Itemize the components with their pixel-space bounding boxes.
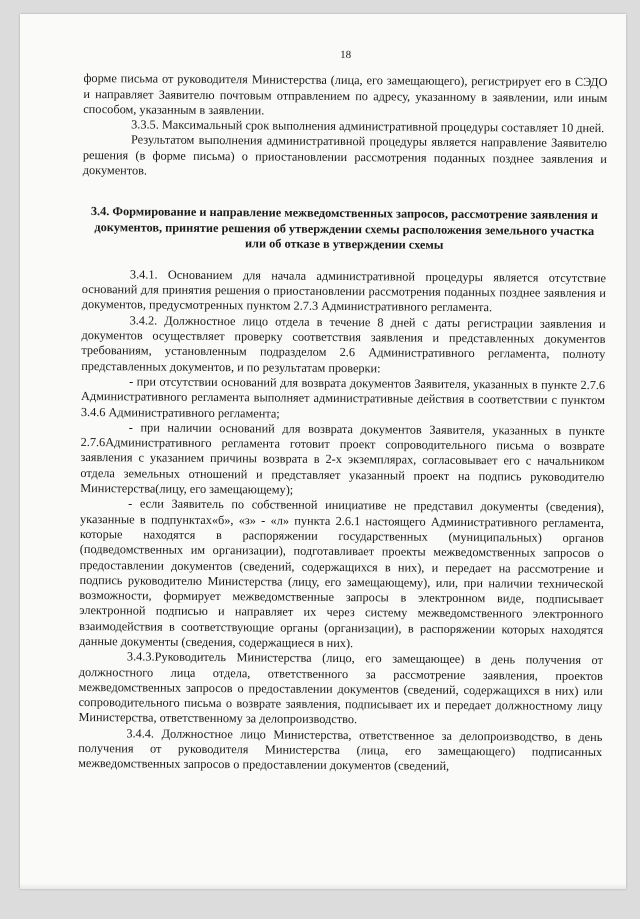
list-item-no-grounds: - при отсутствии оснований для возврата документов Заявителя, указанных в пункте 2.7.6 Административного регламента выполняет административные действия в соответствии с пунктом 3.4.6 Административного регламента; (80, 374, 606, 421)
paragraph-3-4-4: 3.4.4. Должностное лицо Министерства, ответственное за делопроизводство, в день получения от руководителя Министерства (лица, его замещающего) подписанных межведомственных запросов о предоставлении документов (сведений, (78, 726, 603, 774)
list-item-grounds: - при наличии оснований для возврата документов Заявителя, указанных в пункте 2.7.6Административного регламента готовит проект сопроводительного письма о возврате заявления с указанием причины возврата в 2-х экземплярах, согласовывает его с начальником отдела земельных отношений и представляет указанный проект на подпись руководителю Министерства(лицу, его замещающему); (80, 420, 605, 497)
paragraph-3-3-5: 3.3.5. Максимальный срок выполнения административной процедуры составляет 10 дней. (131, 117, 605, 136)
page-bottom-edge (20, 883, 626, 889)
list-item-own-initiative: - если Заявитель по собственной инициативе не представил документы (сведения), указанные в подпунктах«б», «з» - «л» пункта 2.6.1 настоящего Административного регламента, которые находятся в распоряжении государственных (муниципальных) органов (подведомственных им организации), подготавливает проекты межведомственных запросов о предоставлении документов (сведений, содержащихся в них), и передает на рассмотрение и подпись руководителю Министерства (лицу, его замещающему), или, при наличии технической возможности, формирует межведомственные запросы в электронном виде, подписывает электронной подписью и направляет их через систему межведомственного электронного взаимодействия в соответствующие органы (организации), в распоряжении которых находятся данные документы (сведения, содержащиеся в них). (79, 496, 605, 651)
paragraph-result: Результатом выполнения административной процедуры является направление Заявителю решения (в форме письма) о приостановлении рассмотрения поданных позднее заявления и документов. (82, 132, 608, 178)
section-heading: 3.4. Формирование и направление межведомственных запросов, рассмотрение заявления и документов, принятие решения об утверждении схемы расположения земельного участка или об отказе в утверждении схемы (90, 204, 599, 253)
document-page (20, 14, 626, 889)
paragraph-3-4-3: 3.4.3.Руководитель Министерства (лицо, его замещающее) в день получения от должностного лица отдела, ответственного за рассмотрение заявления, проектов межведомственных запросов о предоставлении документов (сведений, содержащихся в них) или сопроводительного письма о возврате заявления, подписывает их и передает должностному лицу Министерства, ответственному за делопроизводство. (78, 649, 603, 727)
paragraph-3-4-1: 3.4.1. Основанием для начала административной процедуры является отсутствие оснований для принятия решения о приостановлении рассмотрения поданных позднее заявления и документов, предусмотренных пунктом 2.7.3 Административного регламента. (81, 267, 606, 315)
page-content (78, 14, 608, 776)
paragraph-3-4-2: 3.4.2. Должностное лицо отдела в течение 8 дней с даты регистрации заявления и документов осуществляет проверку соответствия заявления и представленных документов требованиям, установленным подразделом 2.6 Административного регламента, полноту представленных документов, и по результатам проверки: (81, 313, 606, 375)
intro-paragraph: форме письма от руководителя Министерства (лица, его замещающего), регистрирует его в СЭДО и направляет Заявителю почтовым отправлением по адресу, указанному в заявлении, или иным способом, указанным в заявлении. (83, 71, 608, 118)
page-number: 18 (340, 49, 352, 62)
